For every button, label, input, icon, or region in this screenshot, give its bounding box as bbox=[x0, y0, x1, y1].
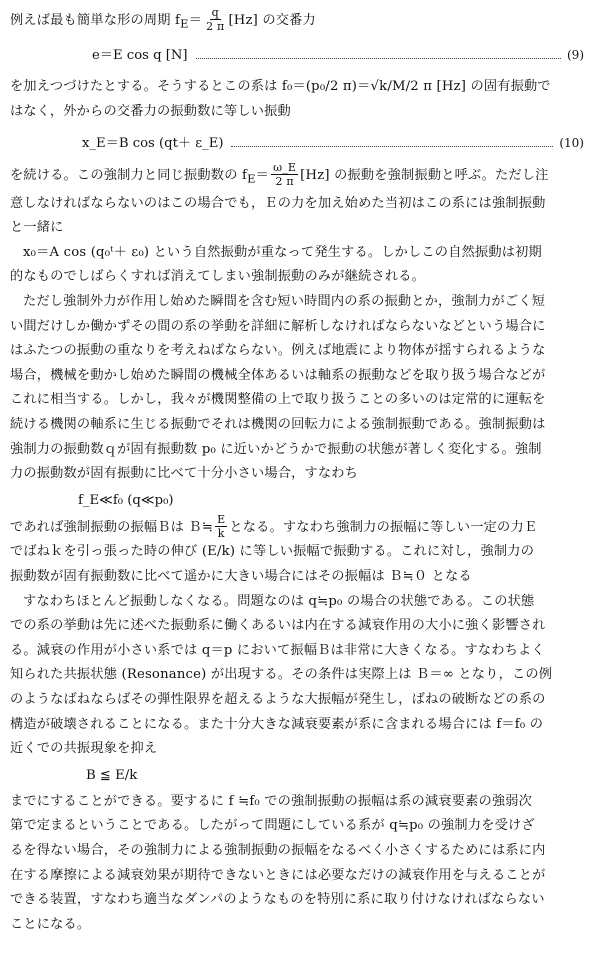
text-line: のようなばねならばその弾性限界を超えるような大振幅が発生し，ばねの破断などの系の bbox=[10, 691, 546, 707]
text-segment: を続ける。この強制力と同じ振動数の f bbox=[10, 168, 248, 184]
text-segment: [Hz] の振動を強制振動と呼ぶ。ただし注 bbox=[300, 168, 549, 184]
fraction-numerator: q bbox=[211, 6, 219, 19]
text-line: までにすることができる。要するに f ≒f₀ での強制振動の振幅は系の減衰要素の強弱次 bbox=[10, 793, 533, 809]
fraction bbox=[204, 7, 226, 32]
text-line: 続ける機関の軸系に生じる振動でそれは機関の回転力による強制振動である。強制振動は bbox=[10, 417, 546, 432]
text-line: 場合，機械を動かし始めた瞬間の機械全体あるいは軸系の振動などを取り扱う場合などが bbox=[10, 367, 546, 383]
equation-expression: e＝E cos q [N] bbox=[92, 48, 188, 64]
subscript: E bbox=[247, 172, 256, 187]
formula-line: B ≦ E/k bbox=[86, 767, 138, 783]
text-line bbox=[10, 8, 584, 36]
text-line: はふたつの振動の重なりを考えねばならない。例えば地震により物体が揺すられるような bbox=[10, 343, 546, 359]
text-line: すなわちほとんど振動しなくなる。問題なのは q≒p₀ の場合の状態である。この状態 bbox=[23, 593, 535, 609]
text-line: はなく，外からの交番力の振動数に等しい振動 bbox=[10, 103, 291, 119]
text-line: 知られた共振状態 (Resonance) が出現する。その条件は実際上は Ｂ＝∞ となり，この例 bbox=[10, 667, 553, 683]
text-line bbox=[10, 512, 584, 541]
fraction-denominator: 2 π bbox=[206, 20, 225, 33]
formula-line: f_E≪f₀ (q≪p₀) bbox=[78, 492, 174, 508]
fraction bbox=[215, 514, 227, 539]
text-line: と一緒に bbox=[10, 220, 64, 236]
equation-10 bbox=[82, 130, 584, 157]
text-line: できる装置，すなわち適当なダンパのようなものを特別に系に取り付けなければならない bbox=[10, 892, 545, 908]
text-segment: ＝ bbox=[188, 13, 203, 28]
text-line: るを得ない場合，その強制力による強制振動の振幅をなるべく小さくするためには系に内 bbox=[10, 842, 546, 858]
equation-expression: x_E＝B cos (qt＋ ε_E) bbox=[82, 136, 224, 152]
fraction-denominator: k bbox=[217, 526, 225, 540]
text-segment: 例えば最も簡単な形の周期 f bbox=[10, 13, 181, 28]
text-line: ただし強制外力が作用し始めた瞬間を含む短い時間内の系の振動とか，強制力がごく短 bbox=[23, 294, 546, 310]
text-line: 近くでの共振現象を抑え bbox=[10, 741, 158, 757]
fraction bbox=[271, 162, 298, 187]
text-line: 構造が破壊されることになる。また十分大きな減衰要素が系に含まれる場合には f＝f₀ の bbox=[10, 716, 544, 732]
text-segment: [Hz] の交番力 bbox=[228, 13, 316, 28]
text-line: い間だけしか働かずその間の系の挙動を詳細に解析しなければならないなどという場合に bbox=[10, 318, 546, 334]
text-line: を加えつづけたとする。そうするとこの系は f₀＝(p₀/2 π)＝√k/M/2 π [Hz] の固有振動で bbox=[10, 79, 551, 95]
text-line: x₀＝A cos (q₀ᵗ＋ ε₀) という自然振動が重なって発生する。しかしこの自然振動は初期 bbox=[23, 244, 542, 260]
subscript: E bbox=[180, 16, 189, 31]
text-segment: であれば強制振動の振幅Ｂは Ｂ≒ bbox=[10, 519, 214, 535]
text-line: 強制力の振動数ｑが固有振動数 p₀ に近いかどうかで振動の状態が著しく変化する。強制 bbox=[10, 441, 542, 457]
text-line: での系の挙動は先に述べた振動系に働くあるいは内在する減衰作用の大小に強く影響され bbox=[10, 618, 546, 634]
text-line: これに相当する。しかし，我々が機関整備の上で取り扱うことの多いのは定常的に運転を bbox=[10, 392, 546, 408]
text-line: でばねｋを引っ張った時の伸び (E/k) に等しい振幅で振動する。これに対し，強制力の bbox=[10, 544, 535, 560]
fraction-numerator: E bbox=[217, 512, 226, 526]
text-line: 第で定まるということである。したがって問題にしている系が q≒p₀ の強制力を受けざ bbox=[10, 818, 535, 834]
equation-number: (9) bbox=[567, 48, 584, 63]
fraction-numerator: ω_E bbox=[273, 161, 297, 175]
fraction-denominator: 2 π bbox=[275, 175, 294, 189]
text-segment: となる。すなわち強制力の振幅に等しい一定の力Ｅ bbox=[229, 519, 538, 535]
leader-dots bbox=[196, 58, 561, 59]
text-line: ことになる。 bbox=[10, 916, 91, 932]
equation-number: (10) bbox=[559, 136, 584, 151]
text-line: 在する摩擦による減衰効果が期待できないときには必要なだけの減衰作用を与えることが bbox=[10, 867, 546, 883]
text-segment: ＝ bbox=[255, 168, 270, 184]
text-line: 的なものでしばらくすれば消えてしまい強制振動のみが継続される。 bbox=[10, 269, 426, 285]
text-line: 意しなければならないのはこの場合でも，Ｅの力を加え始めた当初はこの系には強制振動 bbox=[10, 195, 546, 211]
leader-dots bbox=[231, 146, 553, 147]
text-line: る。減衰の作用が小さい系では q＝p において振幅Ｂは非常に大きくなる。すなわちよく bbox=[10, 642, 545, 658]
text-line: 振動数が固有振動数に比べて遥かに大きい場合にはその振幅は Ｂ≒０ となる bbox=[10, 568, 472, 584]
text-line: 力の振動数が固有振動に比べて十分小さい場合，すなわち bbox=[10, 466, 359, 482]
text-line bbox=[10, 163, 584, 191]
equation-9 bbox=[92, 42, 584, 69]
